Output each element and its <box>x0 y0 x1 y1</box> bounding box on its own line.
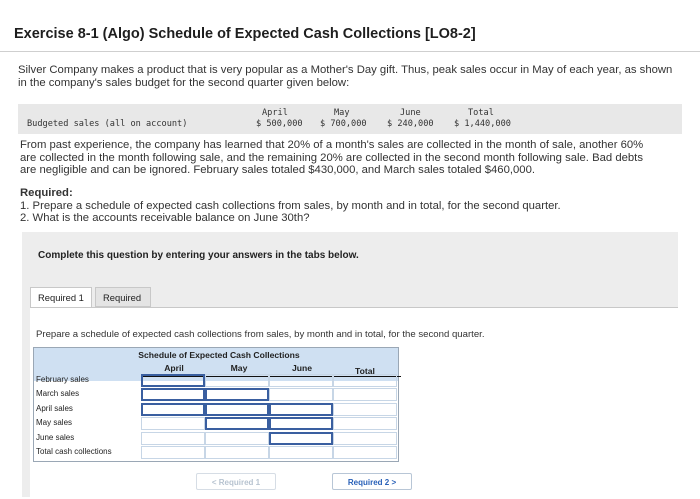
schedule-table <box>33 347 399 462</box>
input-feb-april[interactable] <box>141 374 205 387</box>
input-mar-total[interactable] <box>333 388 397 401</box>
col-header-may: May <box>230 363 248 373</box>
input-total-total[interactable] <box>333 446 397 459</box>
complete-instruction: Complete this question by entering your answers in the tabs below. <box>38 250 359 261</box>
col-header-total: Total <box>355 366 375 376</box>
tab-required-2[interactable]: Required <box>95 287 151 307</box>
input-feb-may[interactable] <box>205 374 269 387</box>
input-total-may[interactable] <box>205 446 269 459</box>
input-may-june[interactable] <box>269 417 333 430</box>
prev-required-button[interactable]: < Required 1 <box>196 473 276 490</box>
required-item-1: 1. Prepare a schedule of expected cash collections from sales, by month and in total, for the second quarter. <box>20 199 561 212</box>
row-label-june: June sales <box>36 433 75 442</box>
row-label-march: March sales <box>36 389 80 398</box>
input-feb-total[interactable] <box>333 374 397 387</box>
input-may-may[interactable] <box>205 417 269 430</box>
input-total-june[interactable] <box>269 446 333 459</box>
input-mar-june[interactable] <box>269 388 333 401</box>
budget-value-april: $ 500,000 <box>256 119 303 129</box>
budget-row-label: Budgeted sales (all on account) <box>27 119 188 129</box>
tab-required-1[interactable]: Required 1 <box>30 287 92 307</box>
budget-value-total: $ 1,440,000 <box>454 119 511 129</box>
schedule-title: Schedule of Expected Cash Collections <box>138 350 300 360</box>
budget-table <box>18 104 682 134</box>
budget-value-june: $ 240,000 <box>387 119 434 129</box>
input-mar-april[interactable] <box>141 388 205 401</box>
budget-value-may: $ 700,000 <box>320 119 367 129</box>
input-total-april[interactable] <box>141 446 205 459</box>
required-item-2: 2. What is the accounts receivable balance on June 30th? <box>20 212 310 224</box>
tab-instruction: Prepare a schedule of expected cash collections from sales, by month and in total, for the second quarter. <box>36 329 485 340</box>
input-jun-may[interactable] <box>205 432 269 445</box>
row-label-february: February sales <box>36 375 89 384</box>
divider <box>0 51 700 52</box>
required-section <box>20 187 660 225</box>
row-label-may: May sales <box>36 418 73 427</box>
col-header-april: April <box>164 363 184 373</box>
budget-header-total: Total <box>468 108 494 118</box>
budget-header-may: May <box>334 108 350 118</box>
input-jun-april[interactable] <box>141 432 205 445</box>
intro-text: Silver Company makes a product that is very popular as a Mother's Day gift. Thus, peak sales occur in May of each year, as shown in the company's sales budget for the second quarter given below: <box>18 64 673 89</box>
col-header-june: June <box>291 363 313 373</box>
row-label-total: Total cash collections <box>36 447 112 456</box>
next-required-button[interactable]: Required 2 > <box>332 473 412 490</box>
input-jun-june[interactable] <box>269 432 333 445</box>
input-apr-total[interactable] <box>333 403 397 416</box>
input-feb-june[interactable] <box>269 374 333 387</box>
input-apr-may[interactable] <box>205 403 269 416</box>
input-mar-may[interactable] <box>205 388 269 401</box>
budget-header-april: April <box>262 108 288 118</box>
row-label-april: April sales <box>36 404 73 413</box>
required-heading: Required: <box>20 187 73 199</box>
input-may-april[interactable] <box>141 417 205 430</box>
page-title: Exercise 8-1 (Algo) Schedule of Expected Cash Collections [LO8-2] <box>14 26 476 42</box>
input-jun-total[interactable] <box>333 432 397 445</box>
input-apr-june[interactable] <box>269 403 333 416</box>
input-apr-april[interactable] <box>141 403 205 416</box>
problem-paragraph: From past experience, the company has learned that 20% of a month's sales are collected in the month of sale, another 60% are collected in the month following sale, and the remaining 20% are collected in the second month following sale. Bad debts are negligible and can be ignored. February sales totaled $430,000, and March sales totaled $460,000. <box>20 139 644 176</box>
budget-header-june: June <box>400 108 421 118</box>
input-may-total[interactable] <box>333 417 397 430</box>
